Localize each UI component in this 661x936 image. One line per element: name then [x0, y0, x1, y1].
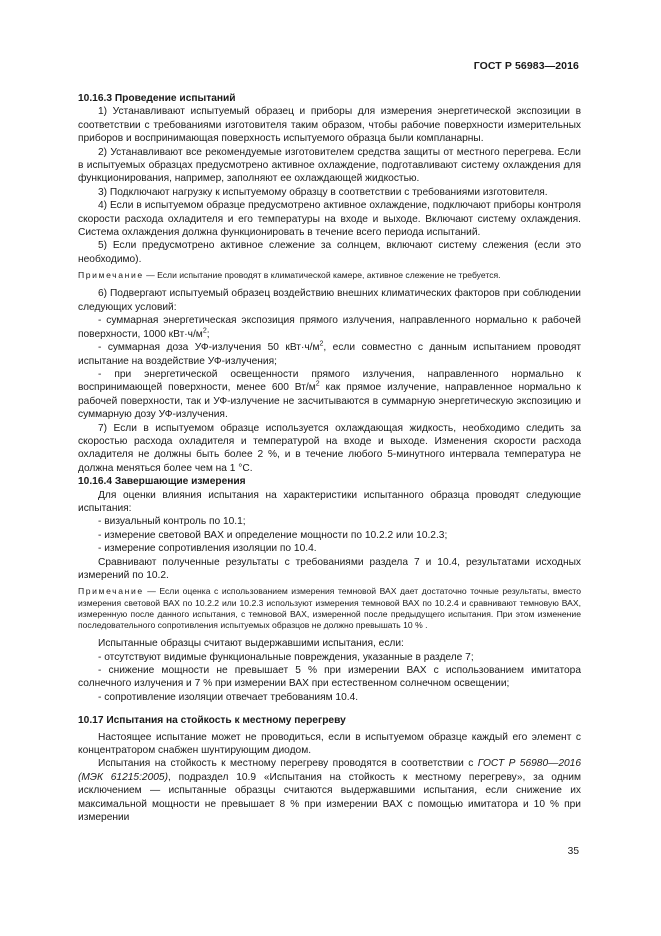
condition-3: - при энергетической освещенности прямого излучения, направленного нормально к воспринимающей поверхности, менее 600 $Вт/м^2$ как прямое излучение, направленное нормально к рабочей поверхности, так и УФ-излучение не засчитываются в суммарную энергетическую экспозицию и суммарную дозу УФ-излучения.: [78, 368, 582, 421]
pass-criteria-item: - снижение мощности не превышает 5 % при измерении ВАХ с использованием имитатора солнечного излучения и 7 % при измерении ВАХ при естественном солнечном освещении;: [78, 665, 581, 690]
step-4: 4) Если в испытуемом образце предусмотрено активное охлаждение, подключают приборы контроля скорости расхода охладителя и его температуры на входе и выходе. Включают систему охлаждения. Система охлаждения должна функционировать в течение всего периода испытаний.: [78, 200, 581, 239]
pass-criteria-item: - отсутствуют видимые функциональные повреждения, указанные в разделе 7;: [98, 651, 474, 663]
page-content: [78, 92, 581, 825]
superscript: 2: [319, 340, 324, 348]
standard-reference: ГОСТ Р 56980—2016 (МЭК 61215:2005): [78, 758, 581, 783]
note-2: [78, 586, 581, 631]
condition-1: - суммарная энергетическая экспозиция прямого излучения, направленного нормально к рабочей поверхности, 1000 $кВт\cdot ч/м^2$;: [78, 315, 581, 340]
note-label: Примечание: [78, 270, 144, 281]
step-6: 6) Подвергают испытуемый образец воздействию внешних климатических факторов при соблюдении следующих условий:: [78, 288, 581, 313]
section-heading-10-16-3: 10.16.3 Проведение испытаний: [78, 93, 236, 104]
page-number: 35: [567, 846, 579, 857]
final-test-item: - измерение световой ВАХ и определение мощности по 10.2.2 или 10.2.3;: [98, 529, 448, 541]
superscript: 2: [202, 327, 207, 335]
final-tests-intro: Для оценки влияния испытания на характеристики испытанного образца проводят следующие испытания:: [78, 489, 581, 514]
hotspot-paragraph-1: Настоящее испытание может не проводиться, если в испытуемом образце каждый его элемент с концентратором снабжен шунтирующим диодом.: [78, 731, 581, 757]
compare-results: Сравнивают полученные результаты с требованиями раздела 7 и 10.4, результатами исходных измерений по 10.2.: [78, 556, 581, 582]
note-text: — Если испытание проводят в климатической камере, активное слежение не требуется.: [143, 270, 501, 281]
pass-criteria-item: - сопротивление изоляции отвечает требованиям 10.4.: [98, 691, 359, 703]
note-1: [78, 270, 581, 281]
section-heading-10-16-4: 10.16.4 Завершающие измерения: [78, 476, 246, 488]
hotspot-paragraph-2: Испытания на стойкость к местному перегреву проводятся в соответствии с ГОСТ Р 56980—2016 (МЭК 61215:2005), подраздел 10.9 «Испытания на стойкость к местному перегреву», за одним исключением — испытанные образцы считаются выдержавшими испытания, если снижение их максимальной мощности не превышает 8 % при измерении ВАХ с помощью имитатора и 10 % при измерении: [78, 758, 582, 824]
final-test-item: - визуальный контроль по 10.1;: [98, 516, 246, 528]
section-heading-10-17: 10.17 Испытания на стойкость к местному перегреву: [78, 715, 346, 727]
step-7: 7) Если в испытуемом образце используется охлаждающая жидкость, необходимо следить за скоростью расхода охладителя и температурой на входе и выходе. Изменения скорости расхода охладителя не должны быть более 2 %, и в течение любого 5-минутного интервала температура не должна меняться более чем на 1 °С.: [78, 422, 581, 474]
note-label: Примечание: [78, 586, 144, 597]
step-2: 2) Устанавливают все рекомендуемые изготовителем средства защиты от местного перегрева. Если в испытуемых образцах предусмотрено активное охлаждение, подготавливают систему охлаждения для функционирования, например, заполняют ее охлаждающей жидкостью.: [78, 146, 581, 185]
final-test-item: - измерение сопротивления изоляции по 10.4.: [98, 543, 317, 555]
superscript: 2: [315, 380, 320, 388]
step-1: 1) Устанавливают испытуемый образец и приборы для измерения энергетической экспозиции в соответствии с требованиями изготовителя таким образом, чтобы рабочие поверхности измерительных приборов и воспринимающая поверхность испытуемого образца были компланарны.: [78, 106, 581, 145]
pass-criteria-intro: Испытанные образцы считают выдержавшими испытания, если:: [98, 638, 404, 650]
doc-number: ГОСТ Р 56983—2016: [473, 60, 579, 72]
step-3: 3) Подключают нагрузку к испытуемому образцу в соответствии с требованиями изготовителя.: [98, 186, 548, 198]
note-text: — Если оценка с использованием измерения темновой ВАХ дает достаточно точные результаты, вместо измерения световой ВАХ по 10.2.2 или 10.2.3 используют измерения темновой ВАХ по 10.2.4 и сравнивают темновую ВАХ, измеренную после данного испытания, с темновой ВАХ, измеренной после предыдущего испытания. При этом изменение последовательного сопротивления испытуемых образцов не должно превышать 10 % .: [78, 586, 581, 631]
condition-2: - суммарная доза УФ-излучения 50 $кВт\cdot ч/м^2$, если совместно с данным испытанием проводят испытание на воздействие УФ-излучения;: [78, 340, 581, 367]
step-5: 5) Если предусмотрено активное слежение за солнцем, включают систему слежения (если это необходимо).: [78, 240, 581, 265]
